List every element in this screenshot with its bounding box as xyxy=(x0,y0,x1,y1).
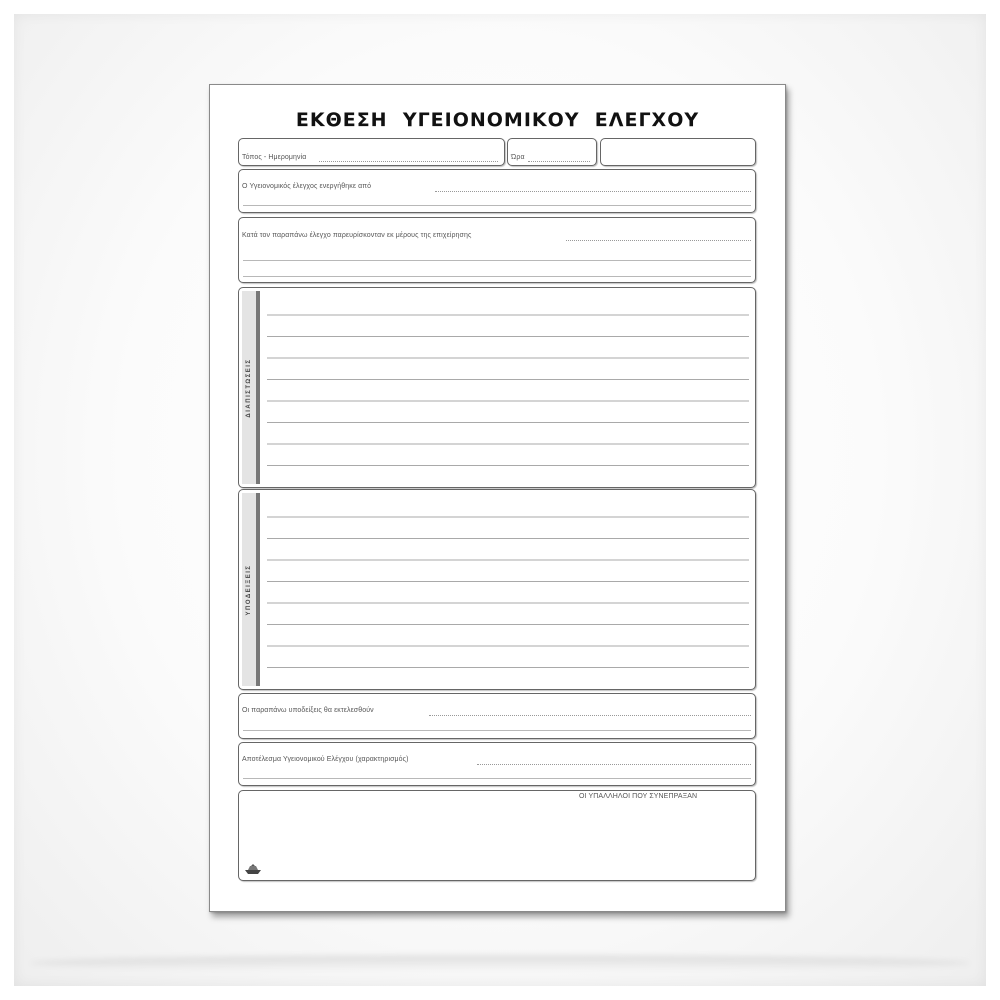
execute-line-2 xyxy=(243,730,751,731)
blank-box xyxy=(600,138,756,166)
present-label: Κατά τον παραπάνω έλεγχο παρευρίσκονταν εκ μέρους της επιχείρησης xyxy=(242,232,472,239)
instructions-box xyxy=(238,489,756,690)
inspection-by-box xyxy=(238,169,756,213)
employees-label: ΟΙ ΥΠΑΛΛΗΛΟΙ ΠΟΥ ΣΥΝΕΠΡΑΞΑΝ xyxy=(579,793,698,800)
boat-logo-icon xyxy=(244,863,262,875)
present-line-2 xyxy=(243,260,751,261)
instructions-sidebar xyxy=(242,493,260,686)
result-line-1 xyxy=(477,764,751,765)
execute-line-1 xyxy=(429,715,751,716)
inspection-by-line-2 xyxy=(243,205,751,206)
inspection-by-line-1 xyxy=(435,191,751,192)
result-line-2 xyxy=(243,778,751,779)
place-date-box xyxy=(238,138,505,166)
signatures-box xyxy=(238,790,756,881)
findings-sidebar xyxy=(242,291,260,484)
time-box xyxy=(507,138,597,166)
result-box xyxy=(238,742,756,786)
place-date-label: Τόπος - Ημερομηνία xyxy=(242,154,307,161)
time-label: Ώρα xyxy=(511,154,525,161)
instructions-lines xyxy=(267,496,749,687)
time-line xyxy=(528,161,590,162)
execute-label: Οι παραπάνω υποδείξεις θα εκτελεσθούν xyxy=(242,707,374,714)
place-date-line xyxy=(319,161,498,162)
findings-box xyxy=(238,287,756,488)
findings-lines xyxy=(267,294,749,485)
present-box xyxy=(238,217,756,283)
form-sheet xyxy=(209,84,786,912)
present-line-3 xyxy=(243,276,751,277)
execute-box xyxy=(238,693,756,739)
form-title: ΕΚΘΕΣΗ ΥΓΕΙΟΝΟΜΙΚΟΥ ΕΛΕΓΧΟΥ xyxy=(295,109,700,131)
present-line-1 xyxy=(566,240,751,241)
findings-label: ΔΙΑΠΙΣΤΩΣΕΙΣ xyxy=(246,357,252,418)
instructions-label: ΥΠΟΔΕΙΞΕΙΣ xyxy=(246,564,252,615)
result-label: Αποτέλεσμα Υγειονομικού Ελέγχου (χαρακτηρισμός) xyxy=(242,756,409,763)
inspection-by-label: Ο Υγειονομικός έλεγχος ενεργήθηκε από xyxy=(242,183,372,190)
floor-shadow xyxy=(30,955,970,971)
